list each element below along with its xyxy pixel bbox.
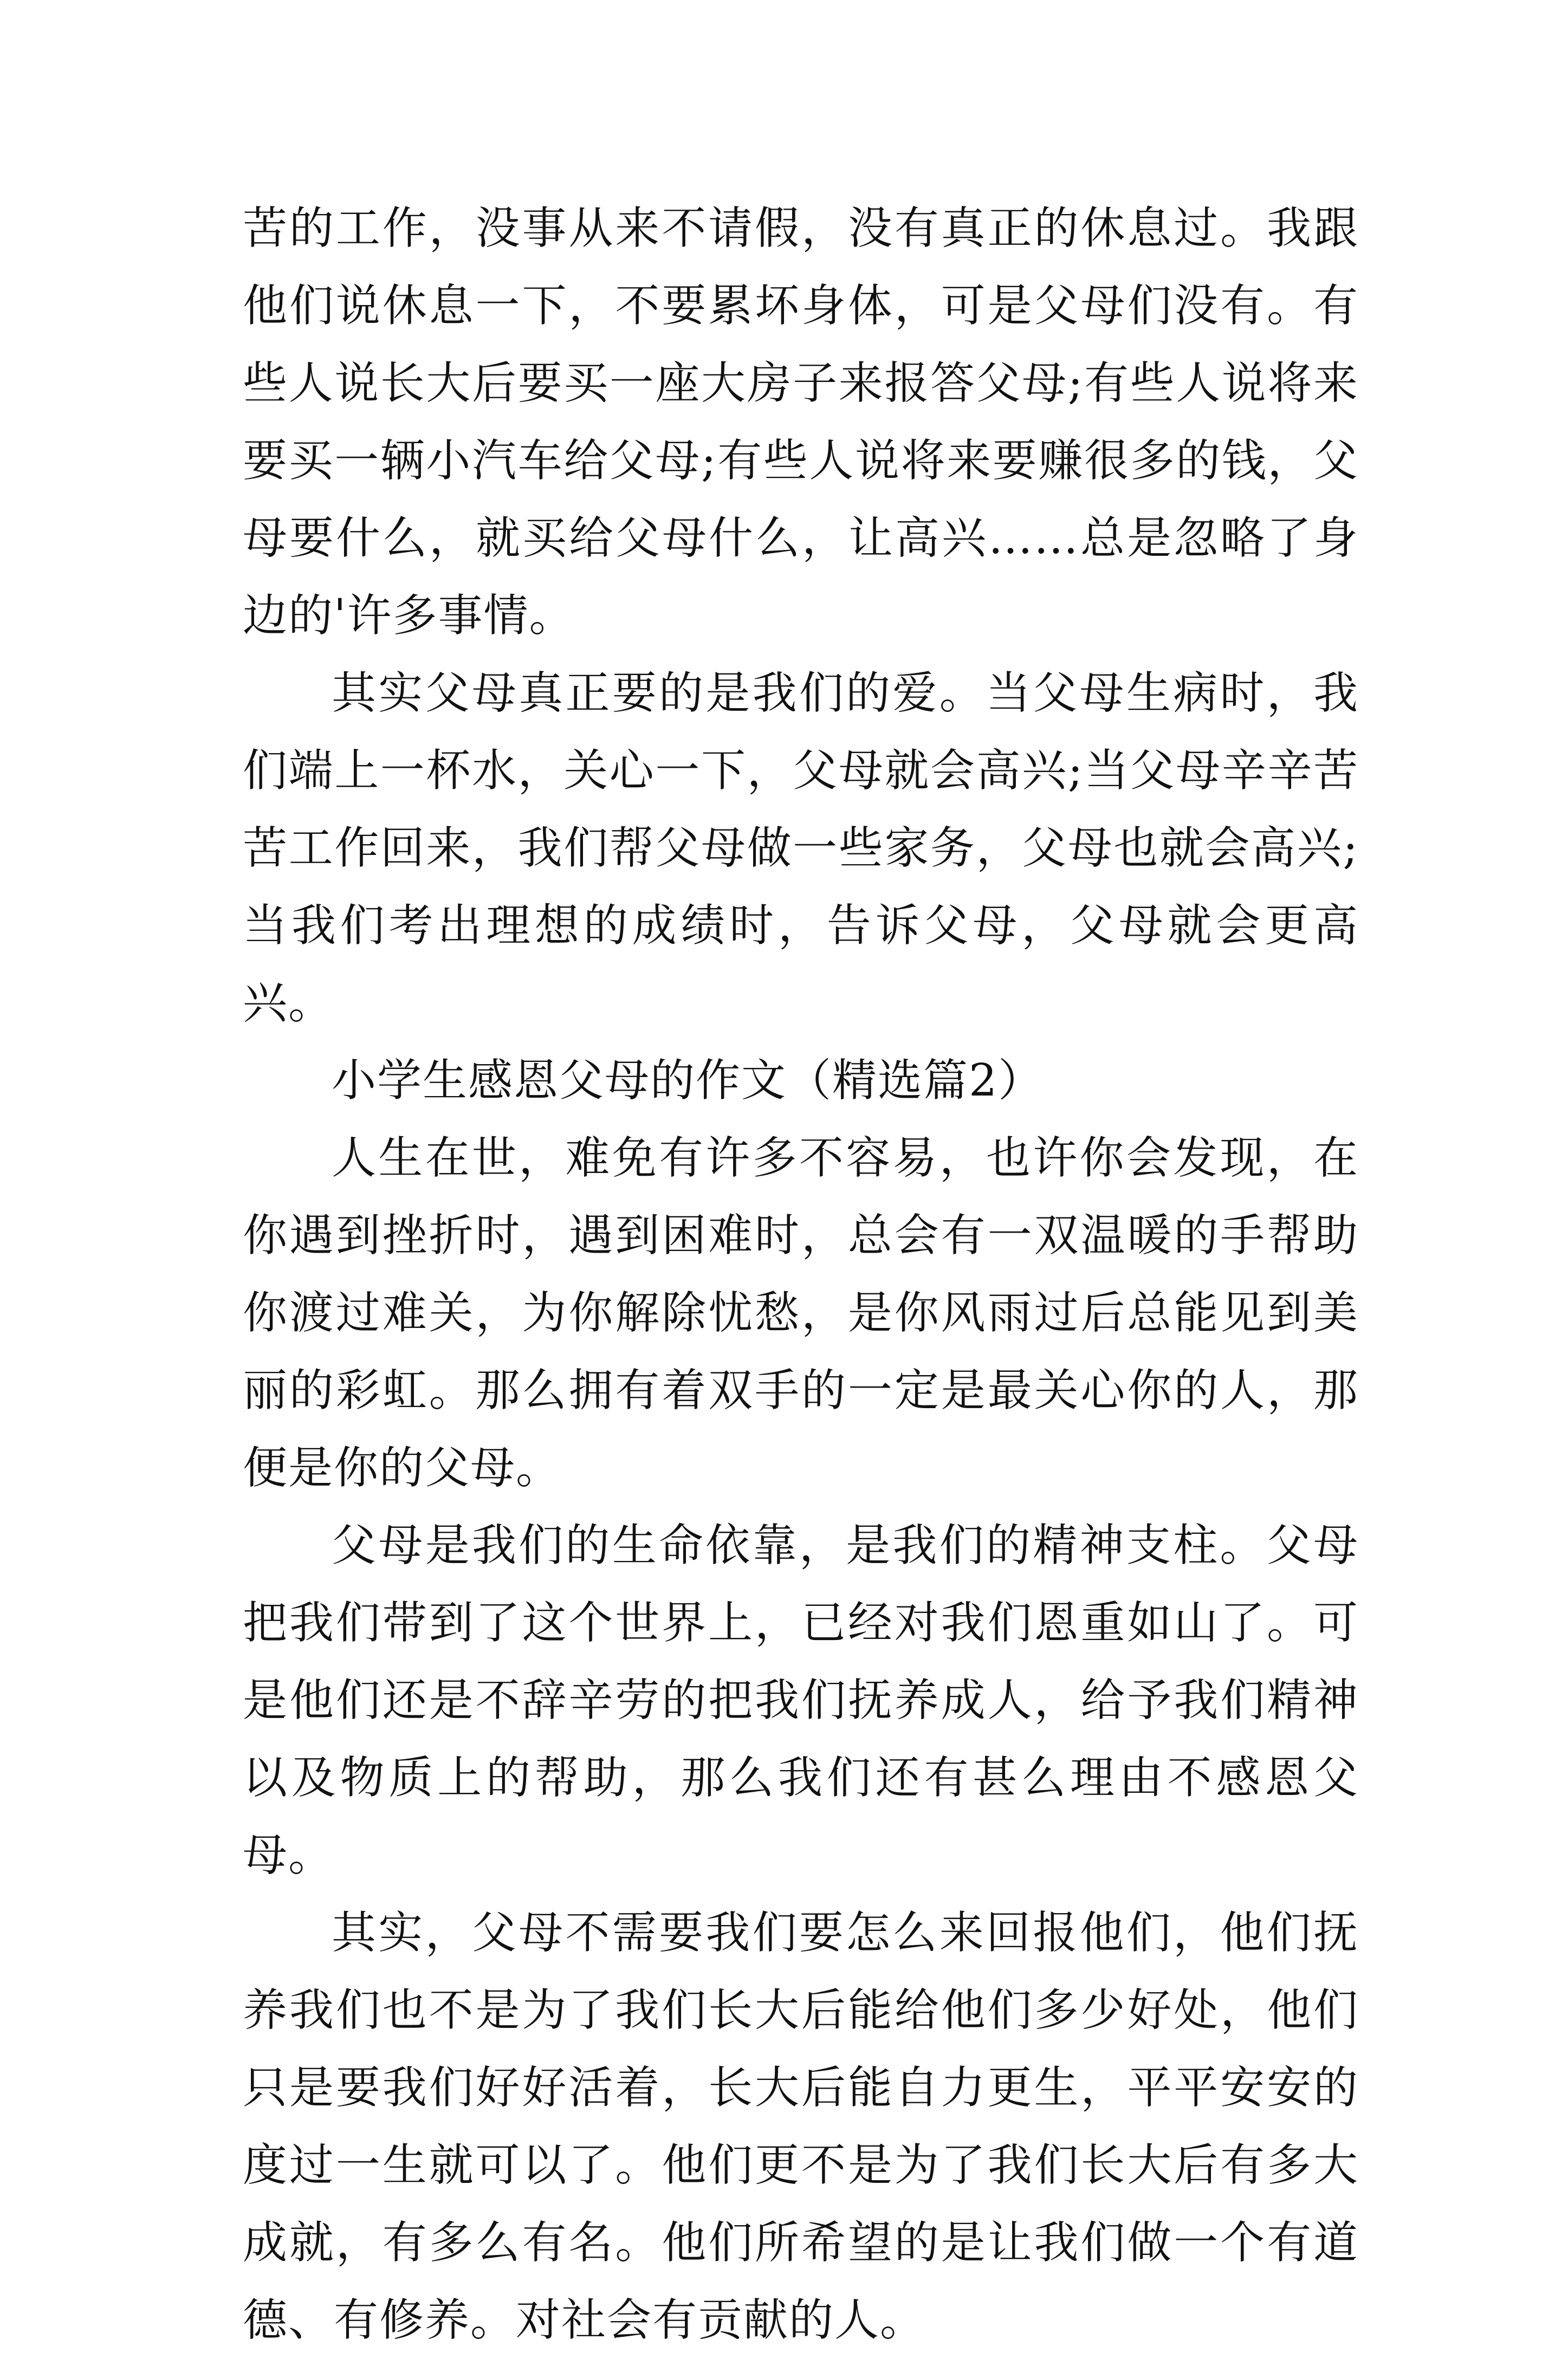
essay-heading: 小学生感恩父母的作文（精选篇2） [332, 1055, 1044, 1106]
paragraph-parents-hope: 其实，父母不需要我们要怎么来回报他们，他们抚养我们也不是为了我们长大后能给他们多少好处，他们只是要我们好好活着，长大后能自力更生，平平安安的度过一生就可以了。他们更不是为了我们长大后有多大成就，有多么有名。他们所希望的是让我们做一个有道德、有修养。对社会有贡献的人。 [243, 1907, 1359, 2346]
paragraph-parents-support: 父母是我们的生命依靠，是我们的精神支柱。父母把我们带到了这个世界上，已经对我们恩重如山了。可是他们还是不辞辛劳的把我们抚养成人，给予我们精神以及物质上的帮助，那么我们还有甚么理由不感恩父母。 [243, 1520, 1359, 1881]
document-body [243, 190, 1359, 2359]
paragraph-life-difficulties: 人生在世，难免有许多不容易，也许你会发现，在你遇到挫折时，遇到困难时，总会有一双温暖的手帮助你渡过难关，为你解除忧愁，是你风雨过后总能见到美丽的彩虹。那么拥有着双手的一定是最关心你的人，那便是你的父母。 [243, 1132, 1359, 1494]
paragraph-continued: 苦的工作，没事从来不请假，没有真正的休息过。我跟他们说休息一下，不要累坏身体，可是父母们没有。有些人说长大后要买一座大房子来报答父母;有些人说将来要买一辆小汽车给父母;有些人说将来要赚很多的钱，父母要什么，就买给父母什么，让高兴……总是忽略了身边的'许多事情。 [243, 203, 1359, 641]
paragraph-parents-love: 其实父母真正要的是我们的爱。当父母生病时，我们端上一杯水，关心一下，父母就会高兴;当父母辛辛苦苦工作回来，我们帮父母做一些家务，父母也就会高兴;当我们考出理想的成绩时，告诉父母，父母就会更高兴。 [243, 667, 1359, 1029]
